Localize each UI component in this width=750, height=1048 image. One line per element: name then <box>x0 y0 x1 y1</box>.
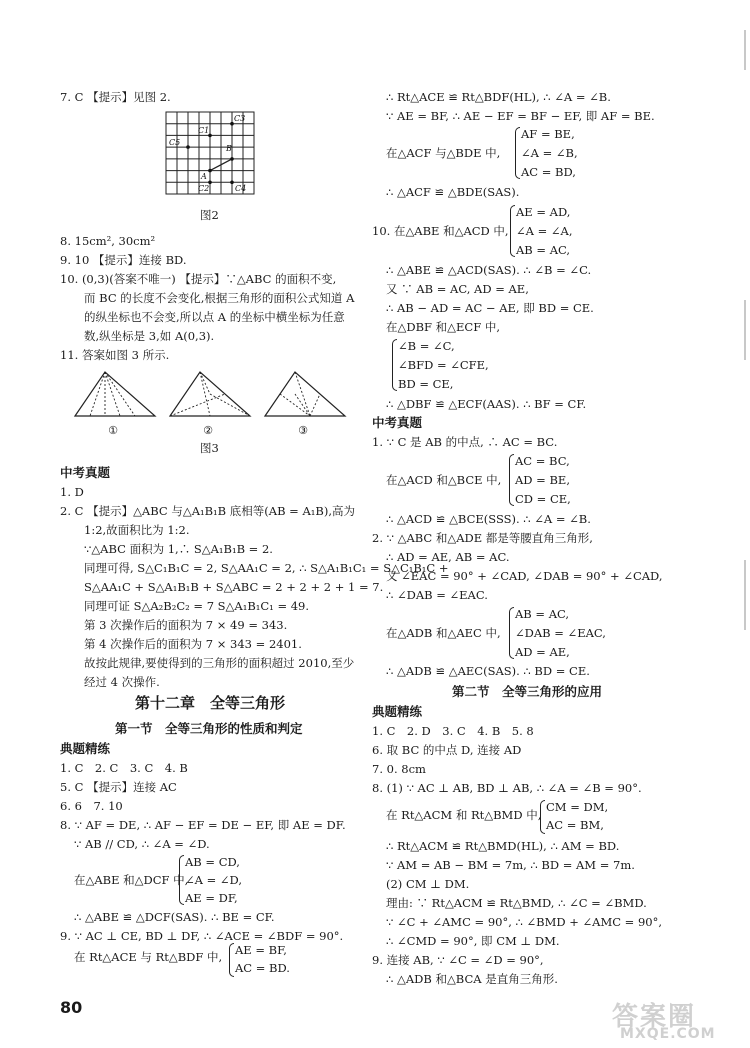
left-dt-1: 1. C 2. C 3. C 4. B <box>60 761 188 775</box>
right-r5a: AE = AD, <box>516 205 571 219</box>
right-r10a: ∠B = ∠C, <box>398 339 455 353</box>
right-dt-8-sys-b: AC = BM, <box>546 818 604 832</box>
left-dt-9-line1: 9. ∵ AC ⊥ CE, BD ⊥ DF, ∴ ∠ACE = ∠BDF = 90°. <box>60 929 344 943</box>
left-zk-2-line7: 第 3 次操作后的面积为 7 × 49 = 343. <box>84 618 288 632</box>
answer-10-line3: 的纵坐标也不会变,所以点 A 的坐标中横坐标为任意 <box>84 310 345 324</box>
right-zk-z6: 又 ∠EAC = 90° + ∠CAD, ∠DAB = 90° + ∠CAD, <box>386 569 663 583</box>
page-edge-mark <box>744 300 746 360</box>
left-zk-2-line9: 故按此规律,要使得到的三角形的面积超过 2010,至少 <box>84 656 355 670</box>
right-r3b: ∠A = ∠B, <box>521 146 578 160</box>
left-zk-1: 1. D <box>60 485 84 499</box>
left-dt-8-sys-c: AE = DF, <box>185 891 238 905</box>
right-zk-z2b: AD = BE, <box>515 473 570 487</box>
label-fig3-1: ① <box>108 424 118 437</box>
brace-r5 <box>510 205 515 257</box>
right-zk-z2c: CD = CE, <box>515 492 571 506</box>
right-zk-z8a: AB = AC, <box>515 607 570 621</box>
answer-10-line2: 而 BC 的长度不会变化,根据三角形的面积公式知道 A <box>84 291 355 305</box>
left-dianti-heading: 典题精练 <box>60 741 111 756</box>
brace-8 <box>179 855 184 905</box>
right-dt-9-line1: 9. 连接 AB, ∵ ∠C = ∠D = 90°, <box>372 953 544 967</box>
right-zhongkao-heading: 中考真题 <box>372 415 423 430</box>
right-dt-7: 7. 0. 8cm <box>372 762 426 776</box>
label-c1: C1 <box>198 126 210 135</box>
brace-9 <box>229 943 234 977</box>
left-dt-8-sys-pre: 在△ABE 和△DCF 中, <box>74 873 189 887</box>
right-dt-8-sys-pre: 在 Rt△ACM 和 Rt△BMD 中, <box>386 808 542 822</box>
right-dt-8-line3: ∴ Rt△ACM ≌ Rt△BMD(HL), ∴ AM = BD. <box>386 839 620 853</box>
left-zk-2-line4: 同理可得, S△C₁B₁C = 2, S△AA₁C = 2, ∴ S△A₁B₁C₁ = S△C₁B₁C + <box>84 561 449 575</box>
left-dt-9-sys-a: AE = BF, <box>235 943 287 957</box>
left-dt-9-sys-pre: 在 Rt△ACE 与 Rt△BDF 中, <box>74 950 223 964</box>
left-dt-8-line2: ∵ AB // CD, ∴ ∠A = ∠D. <box>74 837 210 851</box>
right-zk-z8pre: 在△ADB 和△AEC 中, <box>386 626 501 640</box>
label-c3: C3 <box>234 114 246 123</box>
label-fig3-2: ② <box>203 424 213 437</box>
answer-8: 8. 15cm², 30cm² <box>60 234 156 248</box>
right-r2: ∵ AE = BF, ∴ AE − EF = BF − EF, 即 AF = BE. <box>386 109 655 123</box>
point-b <box>230 157 234 161</box>
right-zk-z2pre: 在△ACD 和△BCE 中, <box>386 473 502 487</box>
label-c2: C2 <box>198 184 210 193</box>
right-dt-8-line1: 8. (1) ∵ AC ⊥ AB, BD ⊥ AB, ∴ ∠A = ∠B = 90°. <box>372 781 642 795</box>
left-dt-8-conclusion: ∴ △ABE ≌ △DCF(SAS). ∴ BE = CF. <box>74 910 275 924</box>
left-dt-2: 5. C 【提示】连接 AC <box>60 780 177 794</box>
right-zk-z8c: AD = AE, <box>515 645 570 659</box>
right-r10c: BD = CE, <box>398 377 454 391</box>
right-r3pre: 在△ACF 与△BDE 中, <box>386 146 501 160</box>
right-zk-z2a: AC = BC, <box>515 454 570 468</box>
left-dt-8-sys-a: AB = CD, <box>185 855 240 869</box>
right-dt-1: 1. C 2. D 3. C 4. B 5. 8 <box>372 724 534 738</box>
right-r7: 又 ∵ AB = AC, AD = AE, <box>386 282 529 296</box>
point-c4 <box>230 181 234 185</box>
chapter-title: 第十二章 全等三角形 <box>135 694 286 712</box>
right-dianti-heading: 典题精练 <box>372 704 423 719</box>
point-c5 <box>186 145 190 149</box>
right-r9: 在△DBF 和△ECF 中, <box>386 320 500 334</box>
label-c4: C4 <box>235 184 247 193</box>
right-dt-8-line5: (2) CM ⊥ DM. <box>386 877 470 891</box>
left-zhongkao-heading: 中考真题 <box>60 465 111 480</box>
answer-11: 11. 答案如图 3 所示. <box>60 348 170 362</box>
left-zk-2-line10: 经过 4 次操作. <box>84 675 160 689</box>
right-zk-1: 1. ∵ C 是 AB 的中点, ∴ AC = BC. <box>372 435 558 449</box>
right-r4: ∴ △ACF ≌ △BDE(SAS). <box>386 185 520 199</box>
right-dt-8-line6: 理由: ∵ Rt△ACM ≌ Rt△BMD, ∴ ∠C = ∠BMD. <box>386 896 647 910</box>
right-dt-8-line4: ∵ AM = AB − BM = 7m, ∴ BD = AM = 7m. <box>386 858 635 872</box>
right-dt-9-line2: ∴ △ADB 和△BCA 是直角三角形. <box>386 972 558 986</box>
brace-r10 <box>392 339 397 391</box>
left-zk-2-line5: S△AA₁C + S△A₁B₁B + S△ABC = 2 + 2 + 2 + 1 = 7. <box>84 580 384 594</box>
answer-10-line4: 数,纵坐标是 3,如 A(0,3). <box>84 329 215 343</box>
right-zk-z8b: ∠DAB = ∠EAC, <box>515 626 606 640</box>
left-zk-2-line3: ∵△ABC 面积为 1,∴ S△A₁B₁B = 2. <box>84 542 273 556</box>
page-edge-mark <box>744 30 746 70</box>
section-2-title: 第二节 全等三角形的应用 <box>452 684 603 699</box>
left-dt-8-sys-b: ∠A = ∠D, <box>185 873 242 887</box>
left-zk-2-line1: 2. C 【提示】△ABC 与△A₁B₁B 底相等(AB = A₁B),高为 <box>60 504 355 518</box>
page-number: 80 <box>60 998 83 1017</box>
point-a <box>208 169 212 173</box>
figure-3-caption: 图3 <box>200 441 219 455</box>
right-r6: ∴ △ABE ≌ △ACD(SAS). ∴ ∠B = ∠C. <box>386 263 592 277</box>
watermark-logo: 答案圈 <box>612 1002 697 1032</box>
right-r10b: ∠BFD = ∠CFE, <box>398 358 489 372</box>
answer-9: 9. 10 【提示】连接 BD. <box>60 253 187 267</box>
label-a: A <box>201 172 207 181</box>
right-dt-8-line8: ∴ ∠CMD = 90°, 即 CM ⊥ DM. <box>386 934 560 948</box>
brace-z8 <box>509 607 514 659</box>
left-zk-2-line2: 1:2,故面积比为 1:2. <box>84 523 190 537</box>
figure-3-triangles <box>70 368 360 440</box>
label-fig3-3: ③ <box>298 424 308 437</box>
right-dt-6: 6. 取 BC 的中点 D, 连接 AD <box>372 743 522 757</box>
right-zk-z3: ∴ △ACD ≌ △BCE(SSS). ∴ ∠A = ∠B. <box>386 512 591 526</box>
right-r3c: AC = BD, <box>521 165 576 179</box>
right-r11: ∴ △DBF ≌ △ECF(AAS). ∴ BF = CF. <box>386 397 587 411</box>
left-zk-2-line6: 同理可证 S△A₂B₂C₂ = 7 S△A₁B₁C₁ = 49. <box>84 599 310 613</box>
right-r5c: AB = AC, <box>516 243 571 257</box>
figure-2-caption: 图2 <box>200 208 219 222</box>
right-r1: ∴ Rt△ACE ≌ Rt△BDF(HL), ∴ ∠A = ∠B. <box>386 90 611 104</box>
right-zk-z9: ∴ △ADB ≌ △AEC(SAS). ∴ BD = CE. <box>386 664 590 678</box>
page-edge-mark <box>744 560 746 630</box>
left-dt-3: 6. 6 7. 10 <box>60 799 123 813</box>
left-dt-8-line1: 8. ∵ AF = DE, ∴ AF − EF = DE − EF, 即 AE = DF. <box>60 818 346 832</box>
label-b: B <box>226 144 232 153</box>
brace-z2 <box>509 454 514 506</box>
right-zk-z7: ∴ ∠DAB = ∠EAC. <box>386 588 488 602</box>
right-r3a: AF = BE, <box>521 127 575 141</box>
section-1-title: 第一节 全等三角形的性质和判定 <box>115 721 303 736</box>
answer-7: 7. C 【提示】见图 2. <box>60 90 171 104</box>
brace-d5 <box>540 800 545 834</box>
left-dt-9-sys-b: AC = BD. <box>235 961 290 975</box>
left-zk-2-line8: 第 4 次操作后的面积为 7 × 343 = 2401. <box>84 637 302 651</box>
right-dt-8-line7: ∵ ∠C + ∠AMC = 90°, ∴ ∠BMD + ∠AMC = 90°, <box>386 915 663 929</box>
watermark-url: MXQE.COM <box>620 1026 716 1042</box>
right-dt-8-sys-a: CM = DM, <box>546 800 609 814</box>
right-r8: ∴ AB − AD = AC − AE, 即 BD = CE. <box>386 301 594 315</box>
brace-r3 <box>515 127 520 179</box>
right-r5b: ∠A = ∠A, <box>516 224 573 238</box>
label-c5: C5 <box>169 138 181 147</box>
right-zk-z4: 2. ∵ △ABC 和△ADE 都是等腰直角三角形, <box>372 531 593 545</box>
figure-2-grid <box>165 111 255 195</box>
right-r5pre: 10. 在△ABE 和△ACD 中, <box>372 224 509 238</box>
right-zk-z5: ∴ AD = AE, AB = AC. <box>386 550 510 564</box>
answer-10-line1: 10. (0,3)(答案不唯一) 【提示】∵△ABC 的面积不变, <box>60 272 337 286</box>
